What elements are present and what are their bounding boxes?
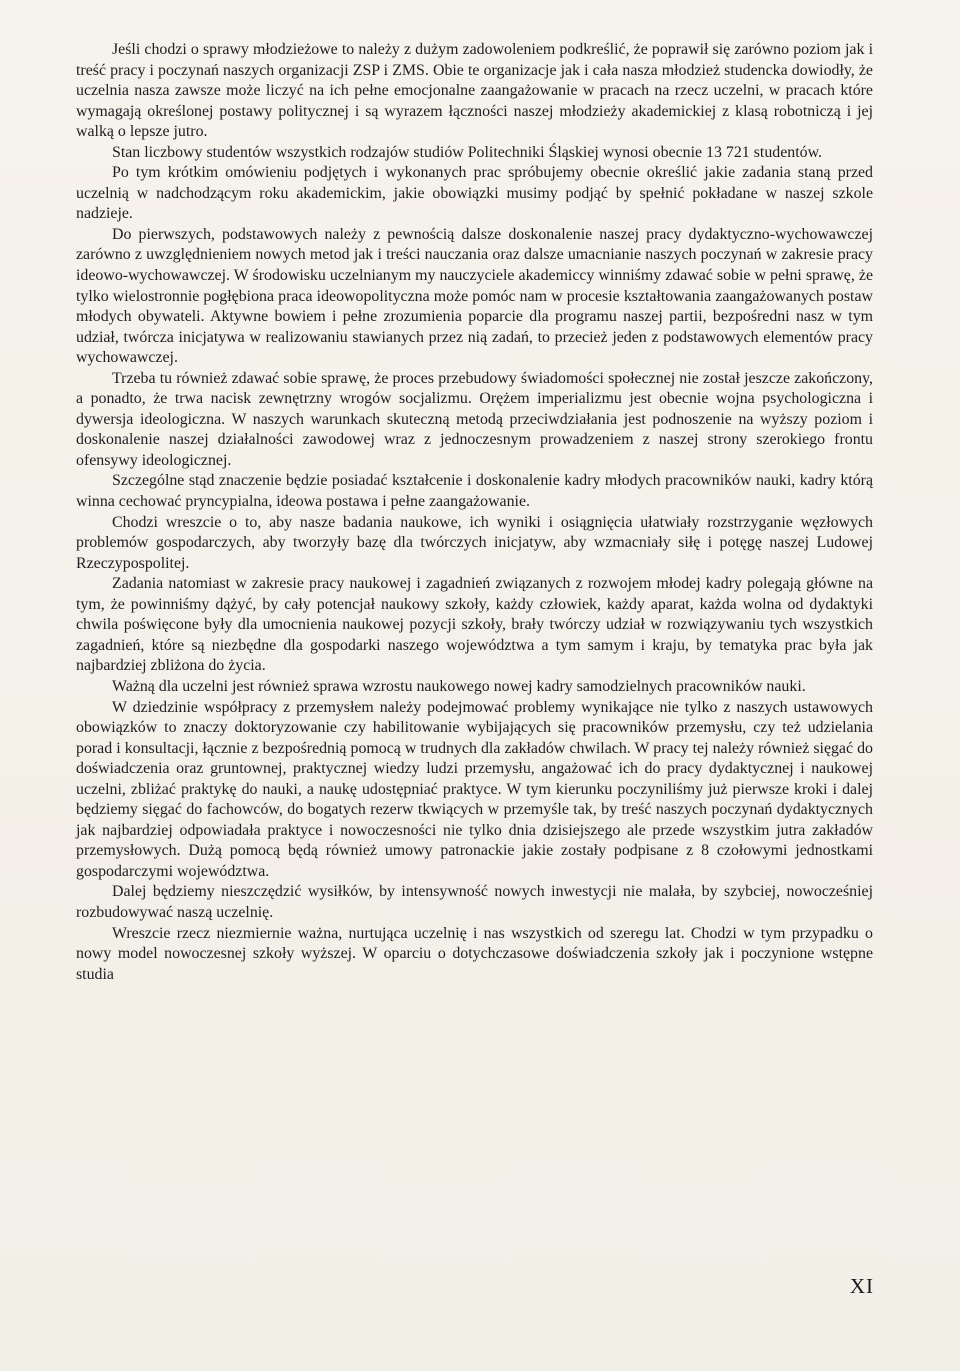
paragraph-youth-organizations: Jeśli chodzi o sprawy młodzieżowe to należy z dużym zadowoleniem podkreślić, że poprawił się zarówno poziom jak i treść pracy i poczynań naszych organizacji ZSP i ZMS. Obie te organizacje jak i cała nasza młodzież studencka dowiodły, że uczelnia nasza zawsze może liczyć na ich pełne emocjonalne zaangażowanie w pracach na rzecz uczelni, w pracach które wymagają określonej postawy politycznej i są wyrazem łączności naszej młodzieży akademickiej z klasą robotniczą i jej walką o lepsze jutro. (76, 41, 873, 141)
body-text (76, 40, 873, 985)
paragraph-investments: Dalej będziemy nieszczędzić wysiłków, by intensywność nowych inwestycji nie malała, by szybciej, nowocześniej rozbudowywać naszą uczelnię. (76, 883, 873, 921)
page-number: XI (849, 1274, 874, 1298)
paragraph-independent-staff: Ważną dla uczelni jest również sprawa wzrostu naukowego nowej kadry samodzielnych pracowników nauki. (112, 677, 806, 695)
paragraph-research-goals: Chodzi wreszcie o to, aby nasze badania naukowe, ich wyniki i osiągnięcia ułatwiały rozstrzyganie węzłowych problemów gospodarczych, aby tworzyły bazę dla twórczych inicjatyw, aby wzmacniały siłę i potęgę naszej Ludowej Rzeczypospolitej. (76, 513, 873, 572)
paragraph-upcoming-tasks: Po tym krótkim omówieniu podjętych i wykonanych prac spróbujemy obecnie określić jakie zadania staną przed uczelnią w nadchodzącym roku akademickim, jakie obowiązki musimy podjąć by spełnić pokładane w naszej szkole nadzieje. (76, 164, 873, 223)
paragraph-ideological-front: Trzeba tu również zdawać sobie sprawę, że proces przebudowy świadomości społecznej nie został jeszcze zakończony, a ponadto, że trwa nacisk zewnętrzny wrogów socjalizmu. Orężem imperializmu jest obecnie wojna psychologiczna i dywersja ideologiczna. W naszych warunkach skuteczną metodą przeciwdziałania jest podnoszenie na wyższy poziom i doskonalenie naszej działalności zawodowej wraz z jednoczesnym prowadzeniem z naszej strony szerokiego frontu ofensywy ideologicznej. (76, 369, 873, 469)
paragraph-didactic-work: Do pierwszych, podstawowych należy z pewnością dalsze doskonalenie naszej pracy dydaktyczno-wychowawczej zarówno z uwzględnieniem nowych metod jak i treści nauczania oraz dalsze umacnianie naszych poczynań w zakresie pracy ideowo-wychowawczej. W środowisku uczelnianym my nauczyciele akademiccy winniśmy zdawać sobie w pełni sprawę, że tylko wielostronnie pogłębiona praca ideowopolityczna może pomóc nam w procesie kształtowania zaangażowanych postaw młodych obywateli. Aktywne bowiem i pełne zrozumienia poparcie dla programu naszej partii, bezpośredni nasz w tym udział, twórcza inicjatywa w realizowaniu stawianych przez nią zadań, to przecież jeden z podstawowych elementów pracy wychowawczej. (76, 225, 873, 367)
paragraph-industry-cooperation: W dziedzinie współpracy z przemysłem należy podejmować problemy wynikające nie tylko z naszych ustawowych obowiązków to znaczy doktoryzowanie czy habilitowanie wybijających się pracowników przemysłu, czy też udzielania porad i konsultacji, łącznie z bezpośrednią pomocą w trudnych dla zakładów chwilach. W pracy tej należy również sięgać do doświadczenia oraz gruntownej, praktycznej wiedzy ludzi przemysłu, angażować ich do pracy dydaktycznej i naukowej uczelni, zbliżać praktykę do nauki, a naukę udostępniać praktyce. W tym kierunku poczyniliśmy już pierwsze kroki i dalej będziemy sięgać do fachowców, do bogatych rezerw tkwiących w przemyśle tak, by treść naszych poczynań dydaktycznych jak najbardziej odpowiadała praktyce i nowoczesności nie tylko dnia dzisiejszego ale przede wszystkim jutra zakładów przemysłowych. Dużą pomocą będą również umowy patronackie jakie zostały podpisane z 8 czołowymi jednostkami gospodarczymi województwa. (76, 698, 873, 880)
paragraph-student-count: Stan liczbowy studentów wszystkich rodzajów studiów Politechniki Śląskiej wynosi obecnie 13 721 studentów. (112, 143, 822, 161)
paragraph-young-staff: Szczególne stąd znaczenie będzie posiadać kształcenie i doskonalenie kadry młodych pracowników nauki, kadry którą winna cechować pryncypialna, ideowa postawa i pełne zaangażowanie. (76, 472, 873, 511)
paragraph-scientific-work: Zadania natomiast w zakresie pracy naukowej i zagadnień związanych z rozwojem młodej kadry polegają główne na tym, że powinniśmy dążyć, by cały potencjał naukowy szkoły, każdy człowiek, każdy aparat, każda wolna od dydaktyki chwila poświęcone były dla umocnienia naukowej pozycji szkoły, brały twórczy udział w rozwiązywaniu tych wszystkich zagadnień, które są niezbędne dla gospodarki naszego województwa a tym samym i kraju, by tematyka prac była jak najbardziej zbliżona do życia. (76, 575, 873, 675)
paragraph-new-model: Wreszcie rzecz niezmiernie ważna, nurtująca uczelnię i nas wszystkich od szeregu lat. Chodzi w tym przypadku o nowy model nowoczesnej szkoły wyższej. W oparciu o dotychczasowe doświadczenia szkoły jak i poczynione wstępne studia (76, 924, 873, 983)
